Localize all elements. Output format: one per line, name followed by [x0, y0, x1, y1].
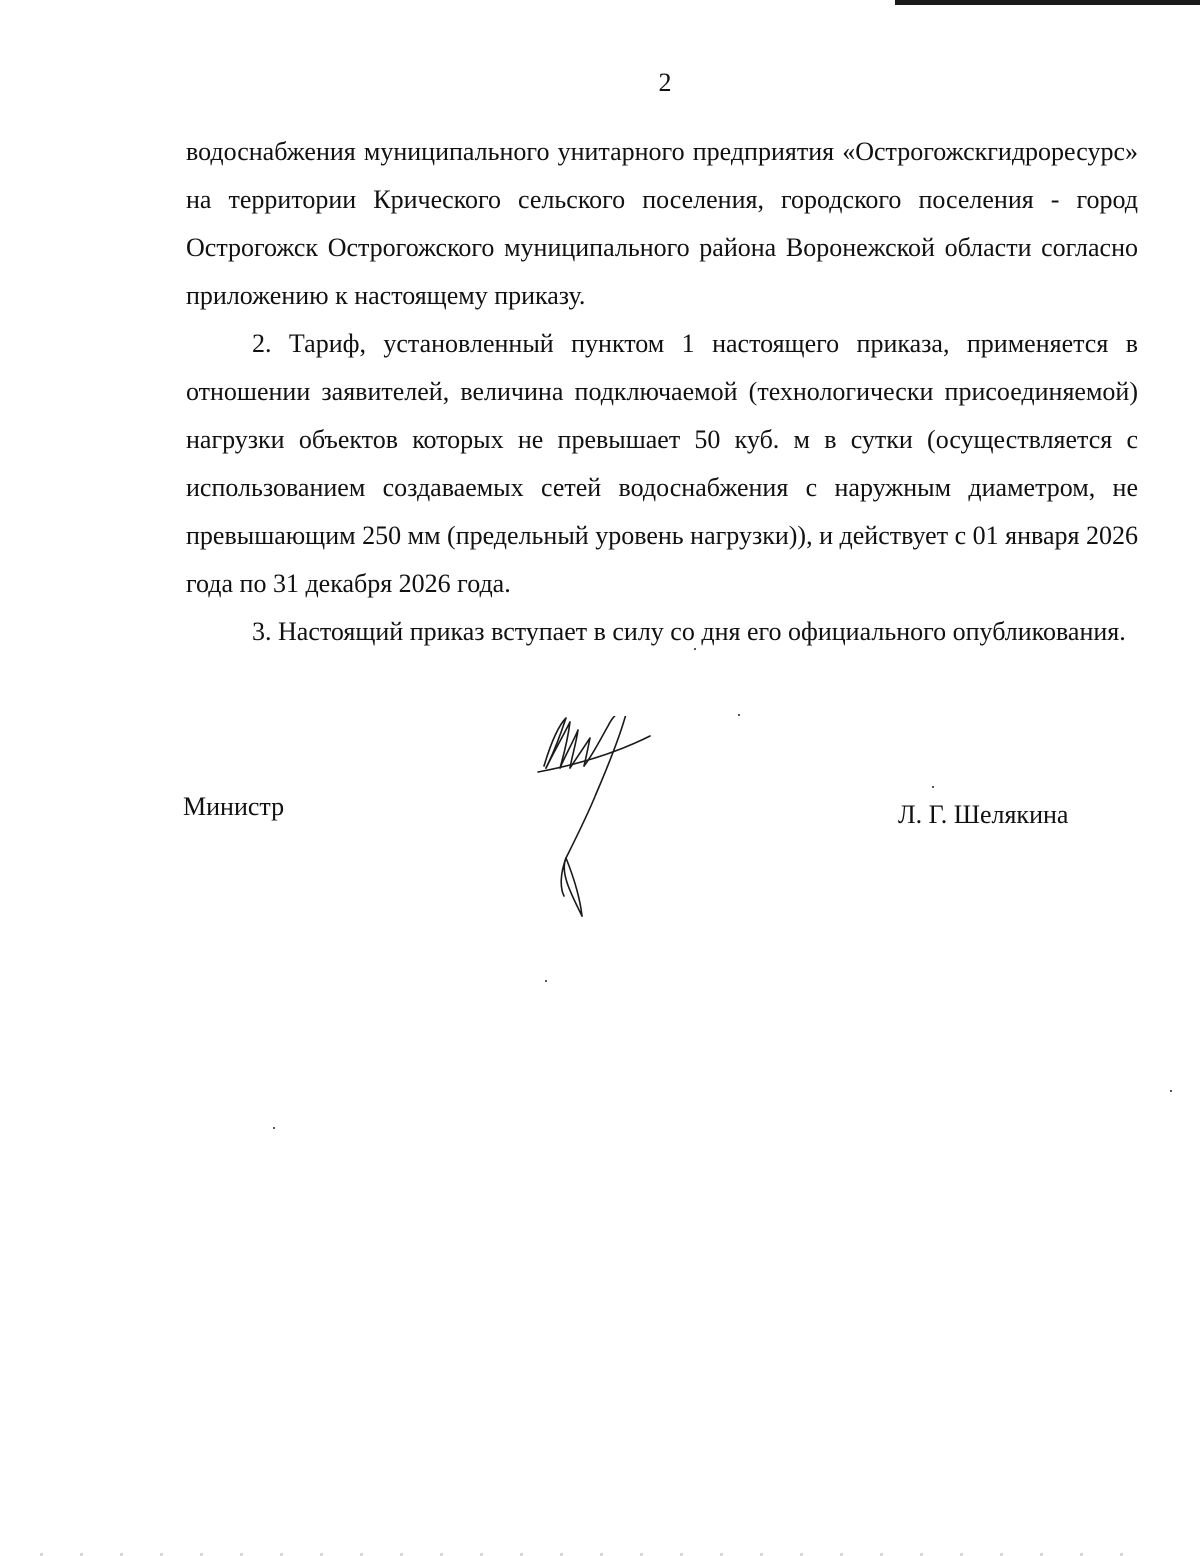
signatory-role: Министр — [183, 792, 285, 821]
scan-speck — [545, 980, 547, 982]
signature-block — [0, 782, 1200, 982]
paragraph-continuation: водоснабжения муниципального унитарного предприятия «Острогожскгидроресурс» на территории Кричеcкого сельского поселения, городского поселения - город Острогожск Острогожского муниципального района Воронежской области согласно приложению к настоящему приказу. — [186, 137, 1138, 310]
scan-speck — [694, 648, 696, 650]
scan-edge — [895, 0, 1200, 5]
scan-speck — [932, 786, 934, 788]
document-body — [186, 128, 1138, 656]
paragraph-item-3: 3. Настоящий приказ вступает в силу со дня его официального опубликования. — [252, 617, 1126, 646]
signatory-name: Л. Г. Шелякина — [898, 800, 1069, 829]
handwritten-signature — [530, 716, 670, 946]
scan-speck — [1170, 1090, 1172, 1092]
paragraph-item-2: 2. Тариф, установленный пунктом 1 настоящего приказа, применяется в отношении заявителей, величина подключаемой (технологически присоединяемой) нагрузки объектов которых не превышает 50 куб. м в сутки (осуществляется с использованием создаваемых сетей водоснабжения с наружным диаметром, не превышающим 250 мм (предельный уровень нагрузки)), и действует с 01 января 2026 года по 31 декабря 2026 года. — [186, 329, 1138, 598]
page-number: 2 — [658, 68, 672, 97]
scan-speck — [738, 714, 740, 716]
scan-speck — [273, 1127, 275, 1129]
